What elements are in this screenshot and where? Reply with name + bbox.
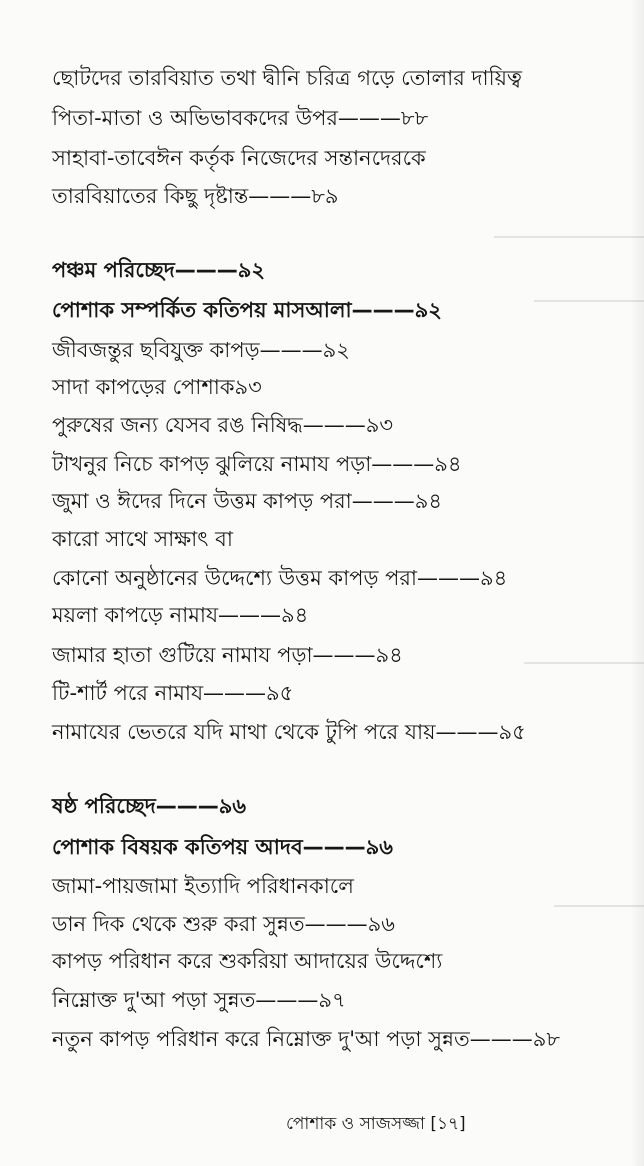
toc-entry: তারবিয়াতের কিছু দৃষ্টান্ত———৮৯ — [52, 184, 339, 208]
page-edge-shadow — [630, 0, 644, 1166]
bleed-through-mark — [534, 300, 644, 302]
toc-entry: পুরুষের জন্য যেসব রঙ নিষিদ্ধ———৯৩ — [52, 413, 393, 437]
toc-entry: ছোটদের তারবিয়াত তথা দ্বীনি চরিত্র গড়ে তোলার দায়িত্ব — [52, 66, 522, 90]
toc-entry: টি-শার্ট পরে নামায———৯৫ — [52, 681, 294, 705]
toc-entry: কোনো অনুষ্ঠানের উদ্দেশ্যে উত্তম কাপড় পরা———৯৪ — [52, 566, 508, 590]
toc-entry: টাখনুর নিচে কাপড় ঝুলিয়ে নামায পড়া———৯৪ — [52, 452, 462, 476]
toc-entry: জুমা ও ঈদের দিনে উত্তম কাপড় পরা———৯৪ — [52, 489, 443, 513]
toc-entry: ময়লা কাপড়ে নামায———৯৪ — [52, 603, 309, 627]
toc-entry: কাপড় পরিধান করে শুকরিয়া আদায়ের উদ্দেশ্যে — [52, 949, 443, 973]
chapter-heading-sixth: ষষ্ঠ পরিচ্ছেদ———৯৬ — [52, 794, 247, 818]
toc-entry: জামা-পায়জামা ইত্যাদি পরিধানকালে — [52, 874, 354, 898]
running-footer: পোশাক ও সাজসজ্জা [১৭] — [286, 1114, 466, 1134]
section-heading: পোশাক সম্পর্কিত কতিপয় মাসআলা———৯২ — [52, 298, 442, 322]
toc-entry: সাহাবা-তাবেঈন কর্তৃক নিজেদের সন্তানদেরকে — [52, 146, 426, 170]
bleed-through-mark — [494, 236, 644, 238]
chapter-heading-fifth: পঞ্চম পরিচ্ছেদ———৯২ — [52, 258, 266, 282]
toc-entry: নামাযের ভেতরে যদি মাথা থেকে টুপি পরে যায়———৯৫ — [52, 720, 526, 744]
toc-entry: কারো সাথে সাক্ষাৎ বা — [52, 527, 233, 551]
toc-entry: নিম্নোক্ত দু'আ পড়া সুন্নত———৯৭ — [52, 988, 346, 1012]
toc-entry: নতুন কাপড় পরিধান করে নিম্নোক্ত দু'আ পড়া সুন্নত———৯৮ — [52, 1027, 561, 1051]
bleed-through-mark — [524, 662, 644, 664]
toc-entry: জামার হাতা গুটিয়ে নামায পড়া———৯৪ — [52, 643, 403, 667]
section-heading: পোশাক বিষয়ক কতিপয় আদব———৯৬ — [52, 835, 393, 859]
toc-entry: সাদা কাপড়ের পোশাক৯৩ — [52, 375, 262, 399]
toc-entry: পিতা-মাতা ও অভিভাবকদের উপর———৮৮ — [52, 106, 429, 130]
toc-entry: জীবজন্তুর ছবিযুক্ত কাপড়———৯২ — [52, 338, 350, 362]
toc-entry: ডান দিক থেকে শুরু করা সুন্নত———৯৬ — [52, 912, 395, 936]
